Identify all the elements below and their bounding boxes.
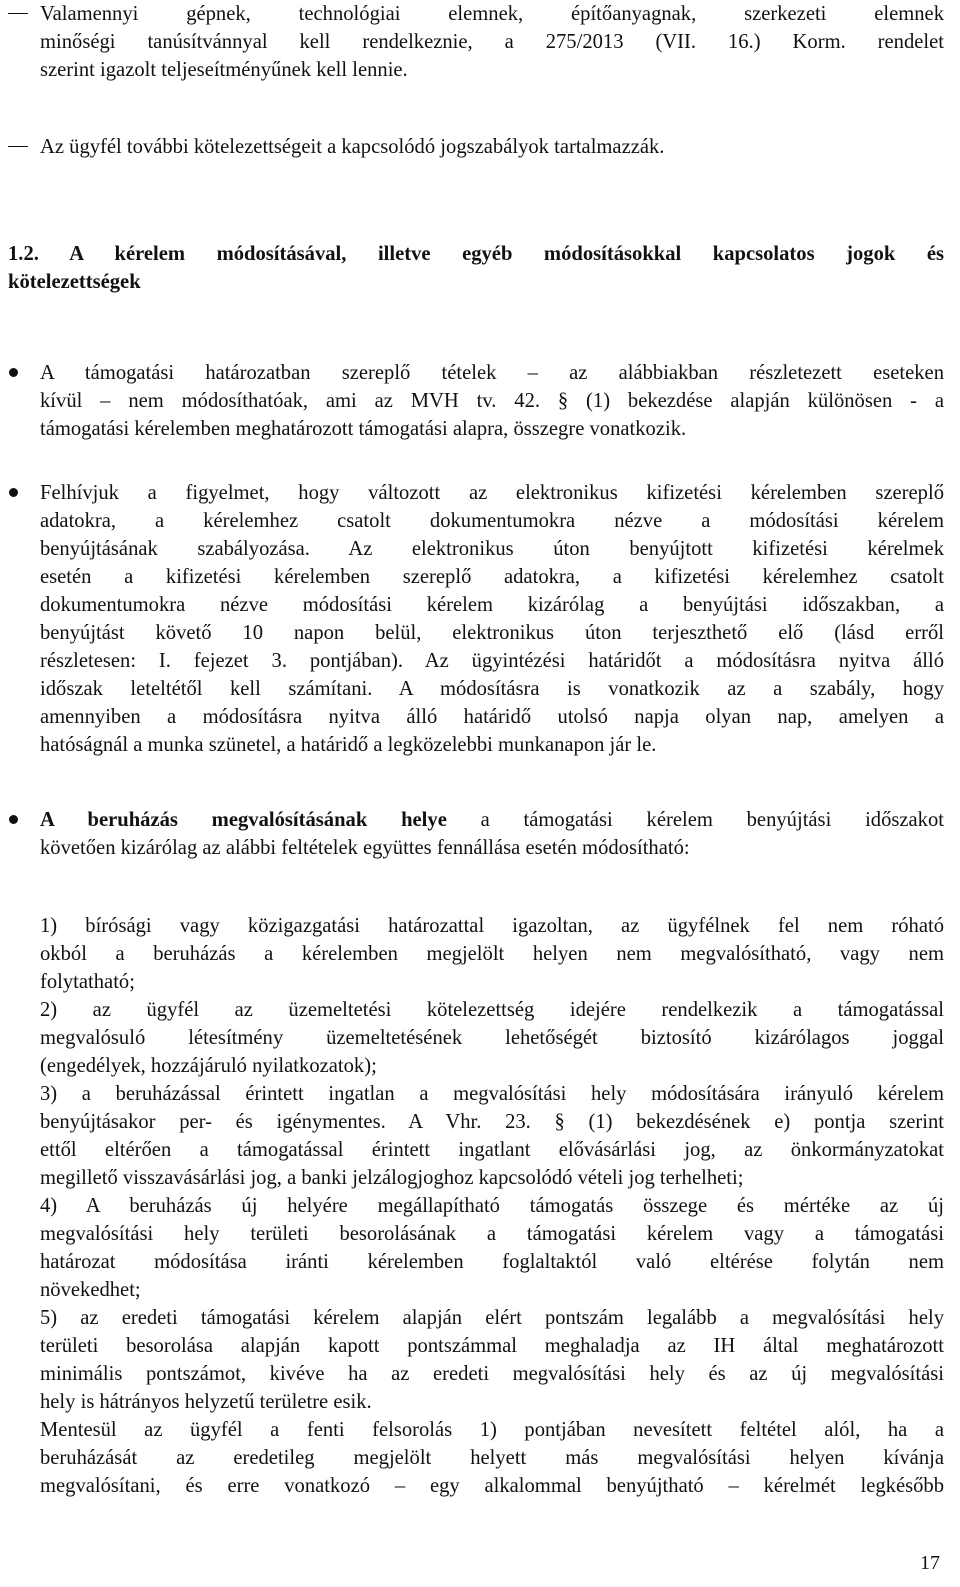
dash-marker bbox=[8, 13, 28, 14]
conditions-list bbox=[40, 912, 944, 1500]
condition-line: okból a beruházás a kérelemben megjelölt helyen nem megvalósítható, vagy nem bbox=[40, 943, 944, 965]
heading-line: 1.2. A kérelem módosításával, illetve egyéb módosításokkal kapcsolatos jogok és bbox=[8, 243, 944, 265]
bullet-dot bbox=[9, 368, 18, 377]
condition-line: megvalósítani, és erre vonatkozó – egy alkalommal benyújtható – kérelmét legkésőbb bbox=[40, 1475, 944, 1497]
condition-line: növekedhet; bbox=[40, 1279, 141, 1301]
heading-line: kötelezettségek bbox=[8, 271, 141, 293]
condition-line: benyújtásakor per- és igénymentes. A Vhr. 23. § (1) bekezdésének e) pontja szerint bbox=[40, 1111, 944, 1133]
condition-line: folytatható; bbox=[40, 971, 135, 993]
condition-line: határozat módosítása iránti kérelemben foglaltaktól való eltérése folytán nem bbox=[40, 1251, 944, 1273]
condition-line: megillető visszavásárlási jog, a banki jelzálogjoghoz kapcsolódó vételi jog terhelheti; bbox=[40, 1167, 744, 1189]
dash-marker bbox=[8, 146, 28, 147]
condition-line: 5) az eredeti támogatási kérelem alapján elért pontszám legalább a megvalósítási hely bbox=[40, 1307, 944, 1329]
text-line: minőségi tanúsítvánnyal kell rendelkeznie, a 275/2013 (VII. 16.) Korm. rendelet bbox=[40, 31, 944, 53]
text-line: támogatási kérelemben meghatározott támogatási alapra, összegre vonatkozik. bbox=[40, 418, 687, 440]
condition-line: 2) az ügyfél az üzemeltetési kötelezettség idejére rendelkezik a támogatással bbox=[40, 999, 944, 1021]
text-line: időszak leteltétől kell számítani. A módosításra is vonatkozik az a szabály, hogy bbox=[40, 678, 944, 700]
text-line: Felhívjuk a figyelmet, hogy változott az elektronikus kifizetési kérelemben szereplő bbox=[40, 482, 944, 504]
text-line: Valamennyi gépnek, technológiai elemnek, építőanyagnak, szerkezeti elemnek bbox=[40, 3, 944, 25]
text-line: A támogatási határozatban szereplő tételek – az alábbiakban részletezett eseteken bbox=[40, 362, 944, 384]
condition-line: hely is hátrányos helyzetű területre esik. bbox=[40, 1391, 372, 1413]
text-line: benyújtásának szabályozása. Az elektronikus úton benyújtott kifizetési kérelmek bbox=[40, 538, 944, 560]
bold-lead: A beruházás megvalósításának helye bbox=[40, 809, 447, 831]
text-line: Az ügyfél további kötelezettségeit a kapcsolódó jogszabályok tartalmazzák. bbox=[40, 136, 665, 158]
bullet-text bbox=[40, 806, 944, 862]
text-line: adatokra, a kérelemhez csatolt dokumentumokra nézve a módosítási kérelem bbox=[40, 510, 944, 532]
condition-line: megvalósítási hely területi besorolásának a támogatási kérelem vagy a támogatási bbox=[40, 1223, 944, 1245]
dash-item-text bbox=[40, 0, 944, 84]
text-line: esetén a kifizetési kérelemben szereplő adatokra, a kifizetési kérelemhez csatolt bbox=[40, 566, 944, 588]
text-line: követően kizárólag az alábbi feltételek együttes fennállása esetén módosítható: bbox=[40, 837, 690, 859]
text-line: szerint igazolt teljeseítményűnek kell lennie. bbox=[40, 59, 408, 81]
text-line-rest: a támogatási kérelem benyújtási időszakot bbox=[446, 809, 944, 831]
text-line: részletesen: I. fejezet 3. pontjában). Az ügyintézési határidőt a módosításra nyitva álló bbox=[40, 650, 944, 672]
text-line: dokumentumokra nézve módosítási kérelem kizárólag a benyújtási időszakban, a bbox=[40, 594, 944, 616]
text-line: kívül – nem módosíthatóak, ami az MVH tv. 42. § (1) bekezdése alapján különösen - a bbox=[40, 390, 944, 412]
bullet-dot bbox=[9, 815, 18, 824]
condition-line: 3) a beruházással érintett ingatlan a megvalósítási hely módosítására irányuló kérelem bbox=[40, 1083, 944, 1105]
condition-line: 1) bírósági vagy közigazgatási határozattal igazoltan, az ügyfélnek fel nem róható bbox=[40, 915, 944, 937]
text-line: amennyiben a módosításra nyitva álló határidő utolsó napja olyan nap, amelyen a bbox=[40, 706, 944, 728]
condition-line: minimális pontszámot, kivéve ha az eredeti megvalósítási hely és az új megvalósítási bbox=[40, 1363, 944, 1385]
text-line bbox=[40, 806, 944, 834]
dash-item-text bbox=[40, 133, 944, 161]
bullet-text bbox=[40, 479, 944, 759]
page-number: 17 bbox=[920, 1552, 940, 1574]
section-heading bbox=[8, 240, 944, 296]
text-line: hatóságnál a munka szünetel, a határidő a legközelebbi munkanapon jár le. bbox=[40, 734, 657, 756]
condition-line: (engedélyek, hozzájáruló nyilatkozatok); bbox=[40, 1055, 377, 1077]
bullet-text bbox=[40, 359, 944, 443]
condition-line: területi besorolása alapján kapott pontszámmal meghaladja az IH által meghatározott bbox=[40, 1335, 944, 1357]
condition-line: beruházását az eredetileg megjelölt helyett más megvalósítási helyen kívánja bbox=[40, 1447, 944, 1469]
bullet-dot bbox=[9, 488, 18, 497]
condition-line: ettől eltérően a támogatással érintett ingatlant elővásárlási jog, az önkormányzatokat bbox=[40, 1139, 944, 1161]
condition-line: megvalósuló létesítmény üzemeltetésének lehetőségét biztosító kizárólagos joggal bbox=[40, 1027, 944, 1049]
condition-line: 4) A beruházás új helyére megállapítható támogatás összege és mértéke az új bbox=[40, 1195, 944, 1217]
text-line: benyújtást követő 10 napon belül, elektronikus úton terjeszthető elő (lásd erről bbox=[40, 622, 944, 644]
condition-line: Mentesül az ügyfél a fenti felsorolás 1) pontjában nevesített feltétel alól, ha a bbox=[40, 1419, 944, 1441]
